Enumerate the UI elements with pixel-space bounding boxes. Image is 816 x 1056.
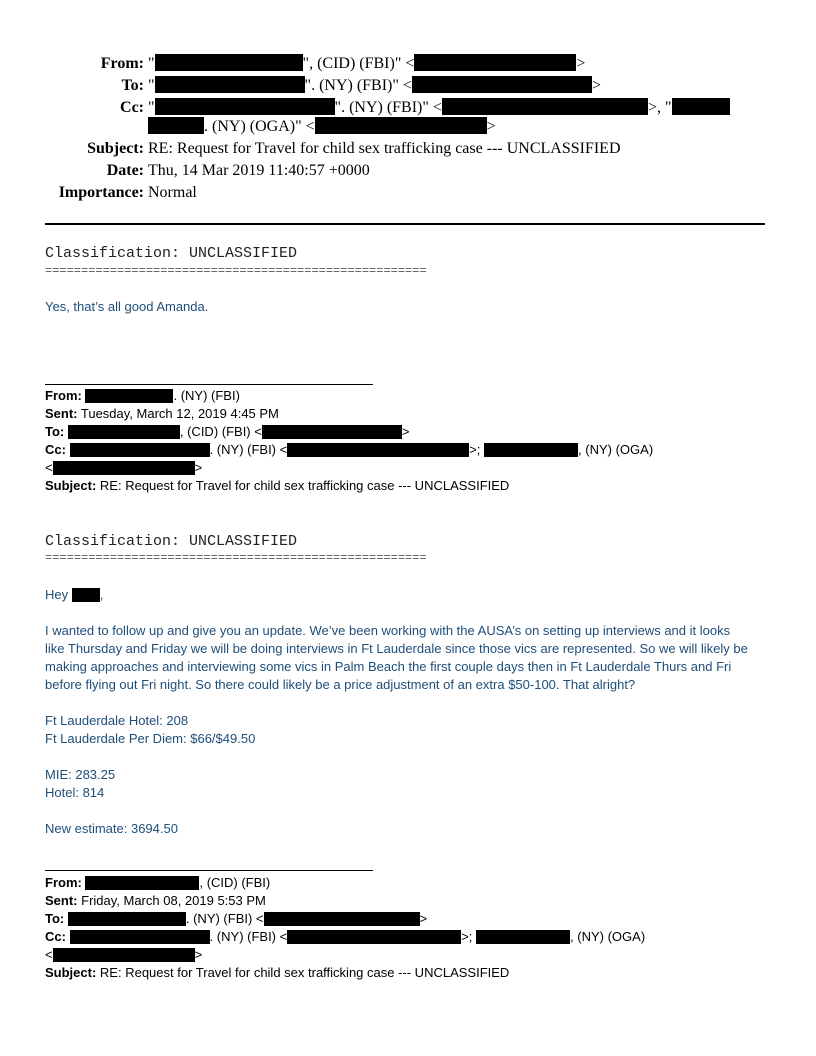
quoted-from-label: From: bbox=[45, 875, 82, 890]
quote-separator bbox=[45, 384, 373, 385]
estimate-line: New estimate: 3694.50 bbox=[45, 821, 178, 836]
redaction bbox=[68, 425, 180, 439]
classification-banner: Classification: UNCLASSIFIED bbox=[45, 533, 298, 550]
quoted-from bbox=[45, 874, 270, 892]
quoted-cc: Cc: . (NY) (FBI) < >; , (NY) (OGA) bbox=[45, 929, 646, 944]
classification-banner: Classification: UNCLASSIFIED bbox=[45, 245, 298, 262]
quoted-cc-value: . (NY) (FBI) < bbox=[209, 442, 288, 457]
redaction bbox=[148, 117, 204, 134]
redaction bbox=[155, 98, 335, 115]
quoted-sent-value: Tuesday, March 12, 2019 4:45 PM bbox=[80, 406, 279, 421]
quoted-to: To: . (NY) (FBI) < > bbox=[45, 911, 428, 926]
quoted-cc-value-2: , (NY) (OGA) bbox=[578, 442, 654, 457]
quoted-to-label: To: bbox=[45, 424, 65, 439]
redaction bbox=[442, 98, 648, 115]
hotel-line: Ft Lauderdale Hotel: 208 bbox=[45, 713, 189, 728]
quoted-from bbox=[45, 387, 240, 405]
cc-value-text: ". (NY) (FBI)" < bbox=[334, 99, 442, 116]
cc-value-line2: . (NY) (OGA)" < > bbox=[148, 117, 496, 137]
quoted-sent-label: Sent: bbox=[45, 893, 78, 908]
quoted-sent-value: Friday, March 08, 2019 5:53 PM bbox=[81, 893, 266, 908]
quoted-sent bbox=[45, 892, 266, 910]
mie-line: MIE: 283.25 bbox=[45, 767, 116, 782]
from-label: From: bbox=[100, 55, 144, 72]
classification-underline: ===================================================== bbox=[45, 551, 427, 565]
paragraph-line: like Thursday and Friday we will be doing interviews in Ft Lauderdale since those vics are represented. So we will likely be bbox=[45, 641, 748, 656]
redaction bbox=[155, 76, 305, 93]
from-value-text: ", (CID) (FBI)" < bbox=[302, 55, 415, 72]
header-divider bbox=[45, 223, 765, 225]
quoted-subject bbox=[45, 964, 509, 982]
subject-value: RE: Request for Travel for child sex trafficking case --- UNCLASSIFIED bbox=[148, 140, 621, 157]
quoted-cc-line2: < > bbox=[45, 460, 203, 475]
per-diem-line: Ft Lauderdale Per Diem: $66/$49.50 bbox=[45, 731, 256, 746]
quoted-from-value: . (NY) (FBI) bbox=[173, 388, 240, 403]
paragraph-line: I wanted to follow up and give you an update. We’ve been working with the AUSA’s on setting up interviews and it looks bbox=[45, 623, 731, 638]
redaction bbox=[70, 930, 210, 944]
quoted-from-value: , (CID) (FBI) bbox=[199, 875, 271, 890]
quoted-cc-value: . (NY) (FBI) < bbox=[209, 929, 288, 944]
date-label: Date: bbox=[106, 162, 144, 179]
redaction bbox=[85, 876, 199, 890]
redaction bbox=[72, 588, 100, 602]
to-value: " ". (NY) (FBI)" < > bbox=[148, 77, 601, 94]
quoted-from-label: From: bbox=[45, 388, 82, 403]
cc-label: Cc: bbox=[120, 99, 144, 116]
quoted-to-value: . (NY) (FBI) < bbox=[185, 911, 264, 926]
greeting: Hey , bbox=[45, 587, 104, 602]
importance-label: Importance: bbox=[58, 184, 144, 201]
redaction bbox=[68, 912, 186, 926]
redaction bbox=[53, 461, 195, 475]
hotel-total-line: Hotel: 814 bbox=[45, 785, 105, 800]
redaction bbox=[264, 912, 420, 926]
redaction bbox=[414, 54, 576, 71]
quoted-cc-line2: < > bbox=[45, 947, 203, 962]
redaction bbox=[53, 948, 195, 962]
classification-underline: ===================================================== bbox=[45, 264, 427, 278]
subject-label: Subject: bbox=[87, 140, 144, 157]
paragraph-line: making approaches and interviewing some vics in Palm Beach the first couple days then in Ft Lauderdale Thurs and Fri bbox=[45, 659, 732, 674]
reply-body: Yes, that’s all good Amanda. bbox=[45, 299, 209, 314]
quote-separator bbox=[45, 870, 373, 871]
importance-value: Normal bbox=[148, 184, 197, 201]
redaction bbox=[484, 443, 578, 457]
quoted-sent-label: Sent: bbox=[45, 406, 78, 421]
redaction bbox=[287, 930, 461, 944]
quoted-subject-value: RE: Request for Travel for child sex trafficking case --- UNCLASSIFIED bbox=[99, 965, 510, 980]
quoted-subject-value: RE: Request for Travel for child sex trafficking case --- UNCLASSIFIED bbox=[99, 478, 510, 493]
cc-value: " ". (NY) (FBI)" < >, " bbox=[148, 98, 730, 118]
redaction bbox=[476, 930, 570, 944]
quoted-to: To: , (CID) (FBI) < > bbox=[45, 424, 410, 439]
redaction bbox=[70, 443, 210, 457]
redaction bbox=[672, 98, 730, 115]
paragraph-line: before flying out Fri night. So there could likely be a price adjustment of an extra $50-100. That alright? bbox=[45, 677, 636, 692]
cc-value-2-text: (NY) (OGA)" < bbox=[212, 118, 315, 135]
quoted-subject-label: Subject: bbox=[45, 965, 97, 980]
quoted-to-label: To: bbox=[45, 911, 65, 926]
to-label: To: bbox=[121, 77, 144, 94]
quoted-sent bbox=[45, 405, 279, 423]
quoted-cc-label: Cc: bbox=[45, 442, 66, 457]
redaction bbox=[262, 425, 402, 439]
from-value: " ", (CID) (FBI)" < > bbox=[148, 55, 586, 72]
redaction bbox=[155, 54, 303, 71]
redaction bbox=[412, 76, 592, 93]
greeting-text: Hey bbox=[45, 587, 69, 602]
quoted-cc-label: Cc: bbox=[45, 929, 66, 944]
quoted-to-value: , (CID) (FBI) < bbox=[179, 424, 262, 439]
quoted-cc-value-2: , (NY) (OGA) bbox=[570, 929, 646, 944]
to-value-text: ". (NY) (FBI)" < bbox=[304, 77, 412, 94]
redaction bbox=[287, 443, 469, 457]
quoted-cc: Cc: . (NY) (FBI) < >; , (NY) (OGA) bbox=[45, 442, 654, 457]
date-value: Thu, 14 Mar 2019 11:40:57 +0000 bbox=[148, 162, 370, 179]
quoted-subject bbox=[45, 477, 509, 495]
redaction bbox=[315, 117, 487, 134]
redaction bbox=[85, 389, 173, 403]
quoted-subject-label: Subject: bbox=[45, 478, 97, 493]
